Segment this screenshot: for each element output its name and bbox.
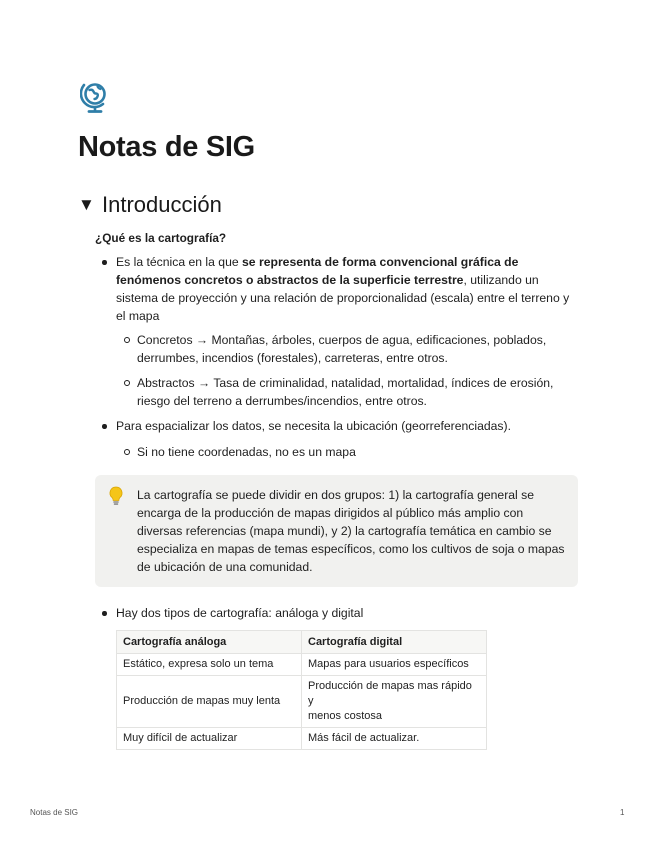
table-cell: Más fácil de actualizar. xyxy=(302,728,487,750)
table-cell: Estático, expresa solo un tema xyxy=(117,654,302,676)
table-header-row xyxy=(117,631,487,654)
comparison-table xyxy=(116,630,487,750)
globe-icon xyxy=(80,80,112,114)
section-heading: Introducción xyxy=(102,192,222,217)
table-cell-line: menos costosa xyxy=(308,710,382,722)
list-item-text: Para espacializar los datos, se necesita la ubicación (georreferenciadas). xyxy=(116,419,511,433)
table-row xyxy=(117,654,487,676)
table-cell-line: y xyxy=(308,695,314,707)
text-run: , utilizando un sistema de proyección y una relación de proporcionalidad (escala) entre el terreno y el mapa xyxy=(116,273,570,323)
table-cell-line: Producción de mapas mas rápido xyxy=(308,680,472,692)
page-title: Notas de SIG xyxy=(78,131,255,163)
table-header-cell: Cartografía análoga xyxy=(117,631,302,654)
table-row xyxy=(117,676,487,728)
sub-list-item-text: Concretos → Montañas, árboles, cuerpos de agua, edificaciones, poblados, derrumbes, incendios (forestales), carreteras, entre otros. xyxy=(137,333,547,365)
table-cell: Muy difícil de actualizar xyxy=(117,728,302,750)
list-item xyxy=(103,253,573,325)
list-item xyxy=(103,604,573,622)
list-item xyxy=(103,417,573,435)
page-number: 1 xyxy=(620,808,625,817)
sub-list-item xyxy=(124,331,574,367)
sub-list-item xyxy=(124,374,574,410)
sub-list-item-text: Si no tiene coordenadas, no es un mapa xyxy=(137,445,356,459)
table-cell: Mapas para usuarios específicos xyxy=(302,654,487,676)
list-item-text xyxy=(116,253,573,325)
table-header-cell: Cartografía digital xyxy=(302,631,487,654)
text-run: Es la técnica en la que xyxy=(116,255,243,269)
bold-text-run: se representa de forma convencional gráfica de fenómenos concretos o abstractos de la superficie terrestre xyxy=(116,255,519,287)
lightbulb-icon xyxy=(107,486,125,506)
table-row xyxy=(117,728,487,750)
callout-text: La cartografía se puede dividir en dos grupos: 1) la cartografía general se encarga de la producción de mapas dirigidos al público más amplio con diversas referencias (mapa mundi), y 2) la cartografía temática en cambio se especializa en mapas de temas específicos, como los cultivos de soja o mapas de ubicación de una comunidad. xyxy=(137,488,565,574)
footer-title: Notas de SIG xyxy=(30,808,79,817)
question-label: ¿Qué es la cartografía? xyxy=(95,231,227,245)
toggle-heading-introduccion[interactable] xyxy=(78,192,222,218)
list-item-text: Hay dos tipos de cartografía: análoga y digital xyxy=(116,606,364,620)
table-cell xyxy=(302,676,487,728)
sub-list-item xyxy=(124,443,574,461)
sub-list-item-text: Abstractos → Tasa de criminalidad, natalidad, mortalidad, índices de erosión, riesgo del terreno a derrumbes/incendios, entre otros. xyxy=(137,376,554,408)
callout-box xyxy=(95,475,578,587)
toggle-down-arrow-icon[interactable]: ▼ xyxy=(78,195,95,214)
table-cell: Producción de mapas muy lenta xyxy=(117,676,302,728)
